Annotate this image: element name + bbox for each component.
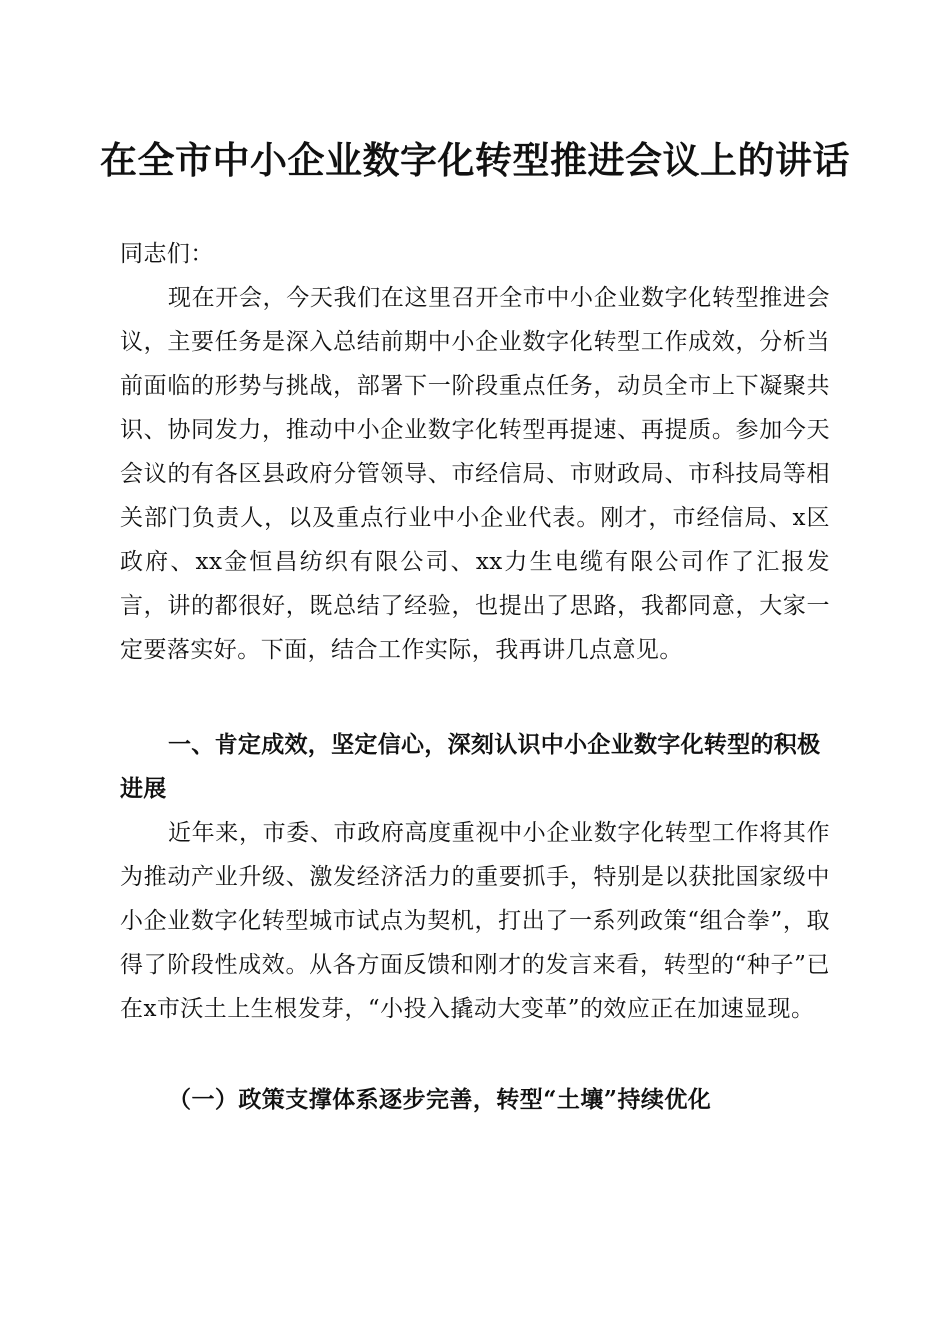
document-title: 在全市中小企业数字化转型推进会议上的讲话	[100, 138, 850, 182]
subsection-heading-1: （一）政策支撑体系逐步完善，转型“土壤”持续优化	[168, 1086, 712, 1113]
body-paragraph-opening: 现在开会，今天我们在这里召开全市中小企业数字化转型推进会议，主要任务是深入总结前期中小企业数字化转型工作成效，分析当前面临的形势与挑战，部署下一阶段重点任务，动员全市上下凝聚共识、协同发力，推动中小企业数字化转型再提速、再提质。参加今天会议的有各区县政府分管领导、市经信局、市财政局、市科技局等相关部门负责人，以及重点行业中小企业代表。刚才，市经信局、x区政府、xx金恒昌纺织有限公司、xx力生电缆有限公司作了汇报发言，讲的都很好，既总结了经验，也提出了思路，我都同意，大家一定要落实好。下面，结合工作实际，我再讲几点意见。	[120, 285, 830, 663]
greeting: 同志们：	[120, 241, 214, 267]
body-paragraph-progress: 近年来，市委、市政府高度重视中小企业数字化转型工作将其作为推动产业升级、激发经济活力的重要抓手，特别是以获批国家级中小企业数字化转型城市试点为契机，打出了一系列政策“组合拳”，取得了阶段性成效。从各方面反馈和刚才的发言来看，转型的“种子”已在x市沃土上生根发芽，“小投入撬动大变革”的效应正在加速显现。	[120, 820, 830, 1022]
section-heading-1: 一、肯定成效，坚定信心，深刻认识中小企业数字化转型的积极进展	[120, 732, 821, 802]
